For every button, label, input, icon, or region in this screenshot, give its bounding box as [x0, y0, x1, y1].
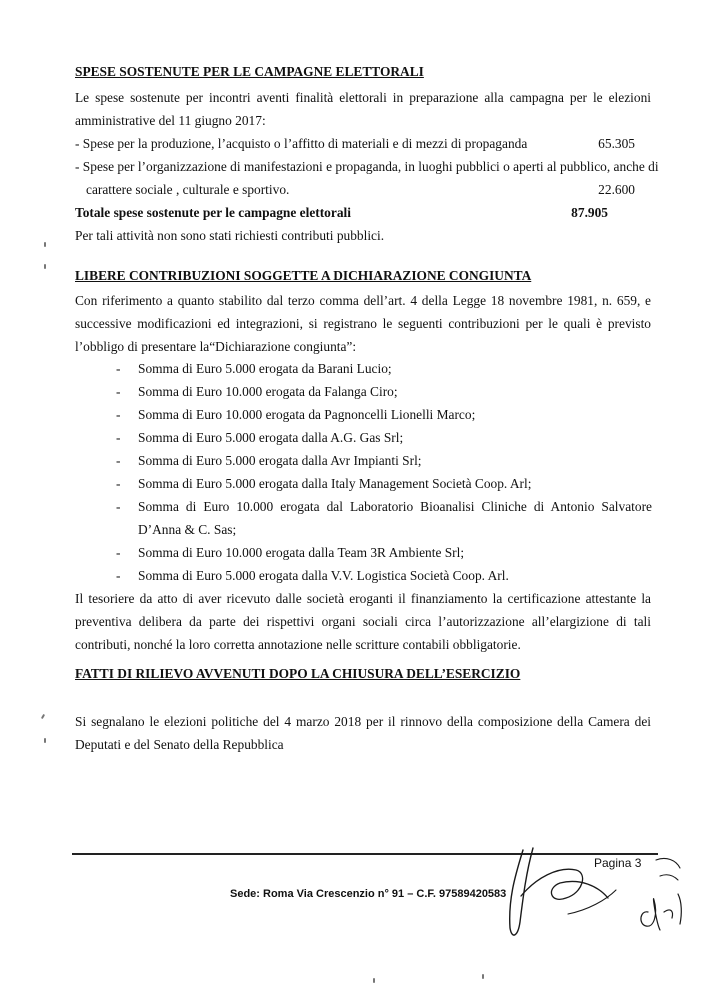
expense-item-events-line2: carattere sociale , culturale e sportivo. — [86, 182, 290, 197]
list-item: - Somma di Euro 5.000 erogata da Barani Lucio; — [116, 357, 652, 380]
expense-amount-materials: 65.305 — [598, 136, 635, 151]
expense-item-events-line1: - Spese per l’organizzazione di manifestazioni e propaganda, in luoghi pubblici o aperti al pubblico, anche di — [75, 159, 659, 174]
initials-icon — [630, 872, 700, 938]
list-item: - Somma di Euro 5.000 erogata dalla V.V. Logistica Società Coop. Arl. — [116, 564, 652, 587]
footer-address: Sede: Roma Via Crescenzio n° 91 – C.F. 97589420583 — [230, 888, 507, 900]
list-item: - Somma di Euro 10.000 erogata dal Laboratorio Bioanalisi Cliniche di Antonio Salvatore D’Anna & C. Sas; — [116, 495, 652, 541]
margin-mark — [44, 242, 46, 247]
campaign-expenses-intro: Le spese sostenute per incontri aventi finalità elettorali in preparazione alla campagna per le elezioni amministrative del 11 giugno 2017: — [75, 90, 651, 128]
expense-total-amount: 87.905 — [571, 205, 608, 220]
treasurer-statement: Il tesoriere da atto di aver ricevuto dalle società eroganti il finanziamento la certificazione attestante la preventiva delibera da parte dei rispettivi organi sociali circa l’autorizzazione all’elargizione di tali contributi, nonché la loro corretta annotazione nelle scritture contabili obbligatorie. — [75, 591, 651, 652]
margin-mark — [41, 714, 45, 719]
list-item: - Somma di Euro 5.000 erogata dalla Avr Impianti Srl; — [116, 449, 652, 472]
list-item: - Somma di Euro 10.000 erogata dalla Team 3R Ambiente Srl; — [116, 541, 652, 564]
list-item: - Somma di Euro 10.000 erogata da Falanga Ciro; — [116, 380, 652, 403]
joint-declaration-intro: Con riferimento a quanto stabilito dal terzo comma dell’art. 4 della Legge 18 novembre 1981, n. 659, e successive modificazioni ed integrazioni, si registrano le seguenti contribuzioni per le quali è previsto l’obbligo di presentare la“Dichiarazione congiunta”: — [75, 293, 651, 354]
margin-mark — [44, 738, 46, 743]
margin-mark — [373, 978, 375, 983]
list-item: - Somma di Euro 10.000 erogata da Pagnoncelli Lionelli Marco; — [116, 403, 652, 426]
expense-item-materials: - Spese per la produzione, l’acquisto o l’affitto di materiali e di mezzi di propaganda — [75, 136, 528, 151]
public-contributions-note: Per tali attività non sono stati richiesti contributi pubblici. — [75, 228, 385, 243]
expense-total-label: Totale spese sostenute per le campagne elettorali — [75, 205, 351, 220]
list-item: - Somma di Euro 5.000 erogata dalla A.G. Gas Srl; — [116, 426, 652, 449]
list-item: - Somma di Euro 5.000 erogata dalla Italy Management Società Coop. Arl; — [116, 472, 652, 495]
page-number: Pagina 3 — [594, 856, 642, 870]
subsequent-events-text: Si segnalano le elezioni politiche del 4 marzo 2018 per il rinnovo della composizione della Camera dei Deputati e del Senato della Repubblica — [75, 714, 651, 752]
section-heading-campaign-expenses: SPESE SOSTENUTE PER LE CAMPAGNE ELETTORALI — [75, 64, 424, 79]
contributions-list — [116, 357, 652, 587]
section-heading-joint-declaration: LIBERE CONTRIBUZIONI SOGGETTE A DICHIARAZIONE CONGIUNTA — [75, 268, 532, 283]
margin-mark — [482, 974, 484, 979]
margin-mark — [44, 264, 46, 269]
section-heading-subsequent-events: FATTI DI RILIEVO AVVENUTI DOPO LA CHIUSURA DELL’ESERCIZIO — [75, 666, 521, 681]
expense-amount-events: 22.600 — [598, 182, 635, 197]
